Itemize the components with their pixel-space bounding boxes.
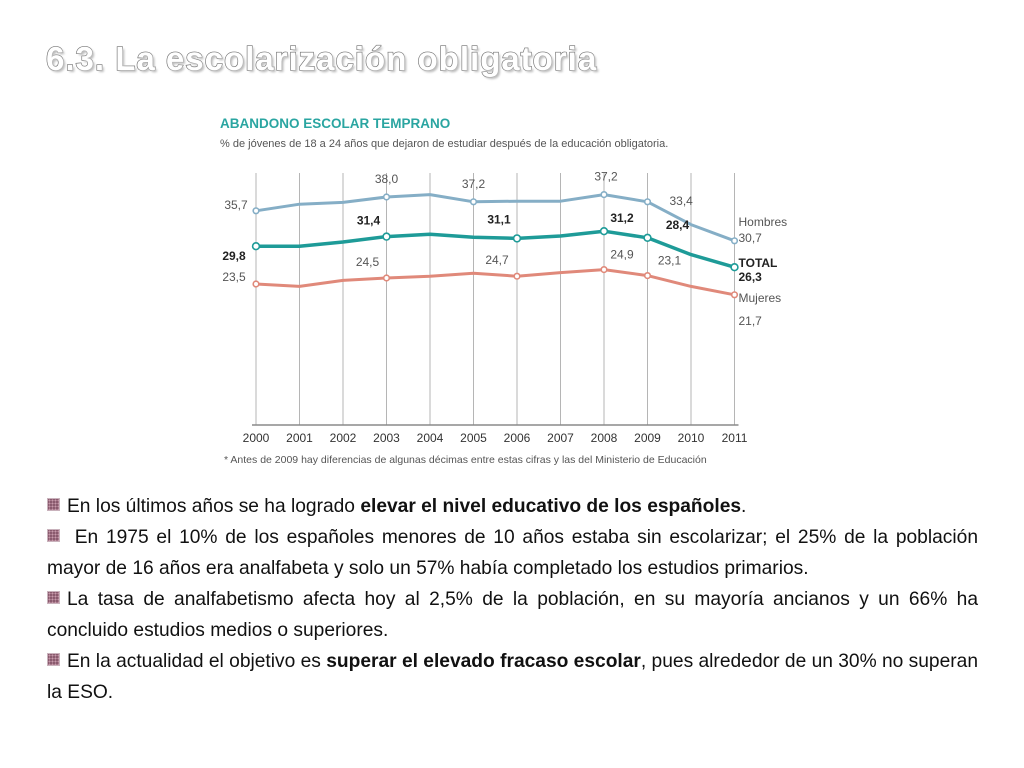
data-label-total: 31,4	[356, 213, 381, 228]
data-point-total	[731, 264, 738, 271]
data-point-mujeres	[253, 281, 259, 287]
bullet-text: , pues alrededor de un 30% no superan la ESO.	[47, 651, 979, 703]
data-point-hombres	[384, 194, 390, 200]
bullet-item	[47, 584, 978, 646]
data-point-hombres	[601, 192, 607, 198]
data-label-total: 26,3	[738, 270, 762, 285]
data-label-mujeres: 23,5	[222, 270, 246, 284]
series-name-mujeres: Mujeres	[738, 290, 782, 305]
data-point-hombres	[732, 238, 738, 244]
data-point-hombres	[253, 208, 259, 214]
series-line-mujeres	[256, 270, 735, 295]
x-tick-label: 2002	[329, 431, 357, 445]
x-tick-label: 2009	[634, 431, 661, 445]
bullet-item	[47, 646, 978, 708]
x-tick-label: 2005	[460, 431, 487, 445]
data-label-hombres: 30,7	[738, 230, 762, 245]
data-point-total	[601, 228, 608, 235]
bullet-text: En los últimos años se ha logrado	[67, 496, 361, 517]
data-label-total: 28,4	[665, 217, 690, 232]
bullet-icon	[47, 498, 60, 511]
data-point-mujeres	[384, 275, 390, 281]
chart-title: ABANDONO ESCOLAR TEMPRANO	[220, 116, 451, 131]
bullet-icon	[47, 653, 60, 666]
data-point-total	[514, 235, 521, 242]
data-point-mujeres	[514, 273, 520, 279]
data-point-total	[644, 234, 651, 241]
bullet-text: La tasa de analfabetismo afecta hoy al 2,5% de la población, en su mayoría ancianos y un 66% ha concluido estudios medios o superiores.	[47, 589, 978, 641]
data-label-total: 29,8	[222, 249, 246, 264]
bullet-text-bold: elevar el nivel educativo de los españoles	[360, 496, 742, 517]
data-point-total	[383, 233, 390, 240]
x-tick-label: 2000	[242, 431, 270, 445]
data-point-mujeres	[645, 273, 651, 279]
bullet-list	[47, 491, 978, 708]
bullet-text: .	[741, 496, 747, 517]
data-label-hombres: 37,2	[461, 176, 486, 191]
bullet-item	[47, 522, 978, 584]
x-tick-label: 2006	[503, 431, 531, 445]
slide-title: 6.3. La escolarización obligatoria	[46, 40, 598, 77]
series-name-hombres: Hombres	[738, 214, 788, 229]
data-label-total: 31,1	[487, 212, 511, 227]
x-tick-label: 2004	[416, 431, 444, 445]
data-label-hombres: 33,4	[669, 193, 693, 208]
x-tick-label: 2008	[590, 431, 618, 445]
data-point-hombres	[471, 199, 477, 205]
data-point-mujeres	[732, 292, 738, 298]
data-point-mujeres	[601, 267, 607, 273]
chart-subtitle: % de jóvenes de 18 a 24 años que dejaron de estudiar después de la educación obligatoria.	[220, 138, 669, 150]
data-label-total: 31,2	[610, 211, 634, 226]
bullet-text: En la actualidad el objetivo es	[67, 651, 327, 672]
x-tick-label: 2011	[721, 431, 748, 445]
data-label-mujeres: 24,7	[485, 253, 509, 268]
data-label-mujeres: 23,1	[657, 253, 682, 268]
data-label-mujeres: 24,5	[355, 255, 380, 269]
data-label-hombres: 37,2	[594, 169, 618, 184]
bullet-icon	[47, 529, 60, 542]
data-point-total	[253, 243, 260, 250]
data-label-mujeres: 24,9	[610, 247, 634, 262]
x-tick-label: 2010	[677, 431, 705, 445]
bullet-icon	[47, 591, 60, 604]
chart-footnote: * Antes de 2009 hay diferencias de algunas décimas entre estas cifras y las del Ministerio de Educación	[224, 454, 707, 466]
series-name-total: TOTAL	[738, 256, 778, 271]
data-point-hombres	[645, 199, 651, 205]
x-tick-label: 2001	[286, 431, 313, 445]
bullet-text-bold: superar el elevado fracaso escolar	[326, 651, 641, 672]
x-tick-label: 2003	[373, 431, 400, 445]
data-label-mujeres: 21,7	[738, 313, 762, 328]
bullet-text: En 1975 el 10% de los españoles menores de 10 años estaba sin escolarizar; el 25% de la población mayor de 16 años era analfabeta y solo un 57% había completado los estudios primarios.	[47, 527, 978, 579]
bullet-item	[47, 491, 978, 522]
data-label-hombres: 35,7	[224, 197, 248, 212]
data-label-hombres: 38,0	[374, 172, 399, 186]
x-tick-label: 2007	[547, 431, 574, 445]
